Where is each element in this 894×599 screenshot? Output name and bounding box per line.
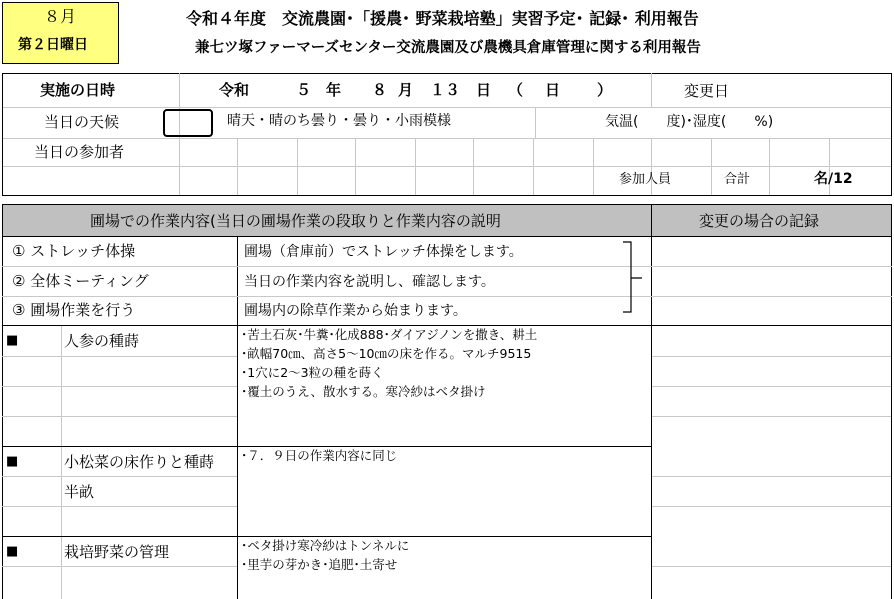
task-3-note-1: ･ベタ掛け寒冷紗はトンネルに bbox=[241, 538, 410, 553]
task-2-name: 小松菜の床作りと種蒔 bbox=[64, 453, 215, 471]
step-2-label: ② 全体ミーティング bbox=[12, 272, 149, 290]
title-line2: 兼七ツ塚ファーマーズセンター交流農園及び農機具倉庫管理に関する利用報告 bbox=[195, 40, 701, 56]
date-month-unit: 月 bbox=[398, 81, 414, 99]
step-3-desc: 圃場内の除草作業から始まります。 bbox=[244, 303, 467, 319]
task-1-note-2: ･畝幅70㎝、高さ5～10㎝の床を作る。マルチ9515 bbox=[241, 346, 532, 361]
date-month: ８ bbox=[372, 81, 388, 99]
steps-bracket bbox=[618, 240, 648, 318]
work-header-left: 圃場での作業内容(当日の圃場作業の段取りと作業内容の説明 bbox=[90, 212, 501, 230]
attendance-label: 参加人員 bbox=[619, 172, 672, 187]
date-day: １３ bbox=[430, 81, 461, 99]
temp-humidity: 気温( 度)･湿度( %) bbox=[605, 114, 774, 130]
date-paren-close: ） bbox=[597, 81, 613, 99]
title-line1: 令和４年度 交流農園･「援農･ 野菜栽培塾」実習予定･ 記録･ 利用報告 bbox=[186, 9, 699, 28]
task-1-name: 人参の種蒔 bbox=[64, 332, 140, 350]
month-label: ８月 bbox=[44, 7, 77, 26]
date-weekday: 日 bbox=[545, 81, 561, 99]
task-1-note-1: ･苦土石灰･牛糞･化成888･ダイアジノンを撒き、耕土 bbox=[241, 327, 538, 342]
change-date-label: 変更日 bbox=[684, 82, 730, 100]
weather-label: 当日の天候 bbox=[44, 113, 120, 131]
date-label: 実施の日時 bbox=[40, 81, 116, 99]
weather-options: 晴天・晴のち曇り・曇り・小雨模様 bbox=[227, 113, 451, 129]
info-border-top bbox=[2, 73, 892, 74]
date-paren-open: （ bbox=[508, 81, 524, 99]
task-2-note-1: ･７．９日の作業内容に同じ bbox=[241, 448, 398, 463]
task-2-name2: 半畝 bbox=[64, 483, 95, 501]
work-header-right: 変更の場合の記録 bbox=[699, 212, 820, 230]
total-label: 合計 bbox=[724, 172, 751, 187]
total-value: 名/12 bbox=[814, 171, 853, 187]
task-1-note-4: ･覆土のうえ、散水する。寒冷紗はベタ掛け bbox=[241, 384, 486, 399]
task-3-marker: ■ bbox=[6, 544, 19, 559]
step-1-label: ① ストレッチ体操 bbox=[12, 242, 136, 260]
task-1-note-3: ･1穴に2～3粒の種を蒔く bbox=[241, 365, 384, 380]
task-2-marker: ■ bbox=[6, 454, 19, 469]
task-1-marker: ■ bbox=[6, 333, 19, 348]
step-2-desc: 当日の作業内容を説明し、確認します。 bbox=[244, 274, 495, 290]
task-3-note-2: ･里芋の芽かき･追肥･土寄せ bbox=[241, 557, 398, 572]
date-year: ５ bbox=[296, 81, 312, 99]
date-day-unit: 日 bbox=[476, 81, 492, 99]
step-3-label: ③ 圃場作業を行う bbox=[12, 301, 136, 319]
task-3-name: 栽培野菜の管理 bbox=[64, 543, 170, 561]
date-era: 令和 bbox=[219, 81, 250, 99]
participants-label: 当日の参加者 bbox=[34, 143, 125, 161]
week-label: 第２日曜日 bbox=[18, 37, 88, 53]
date-year-unit: 年 bbox=[326, 81, 342, 99]
weather-checkbox[interactable] bbox=[163, 109, 213, 137]
step-1-desc: 圃場（倉庫前）でストレッチ体操をします。 bbox=[244, 244, 523, 260]
